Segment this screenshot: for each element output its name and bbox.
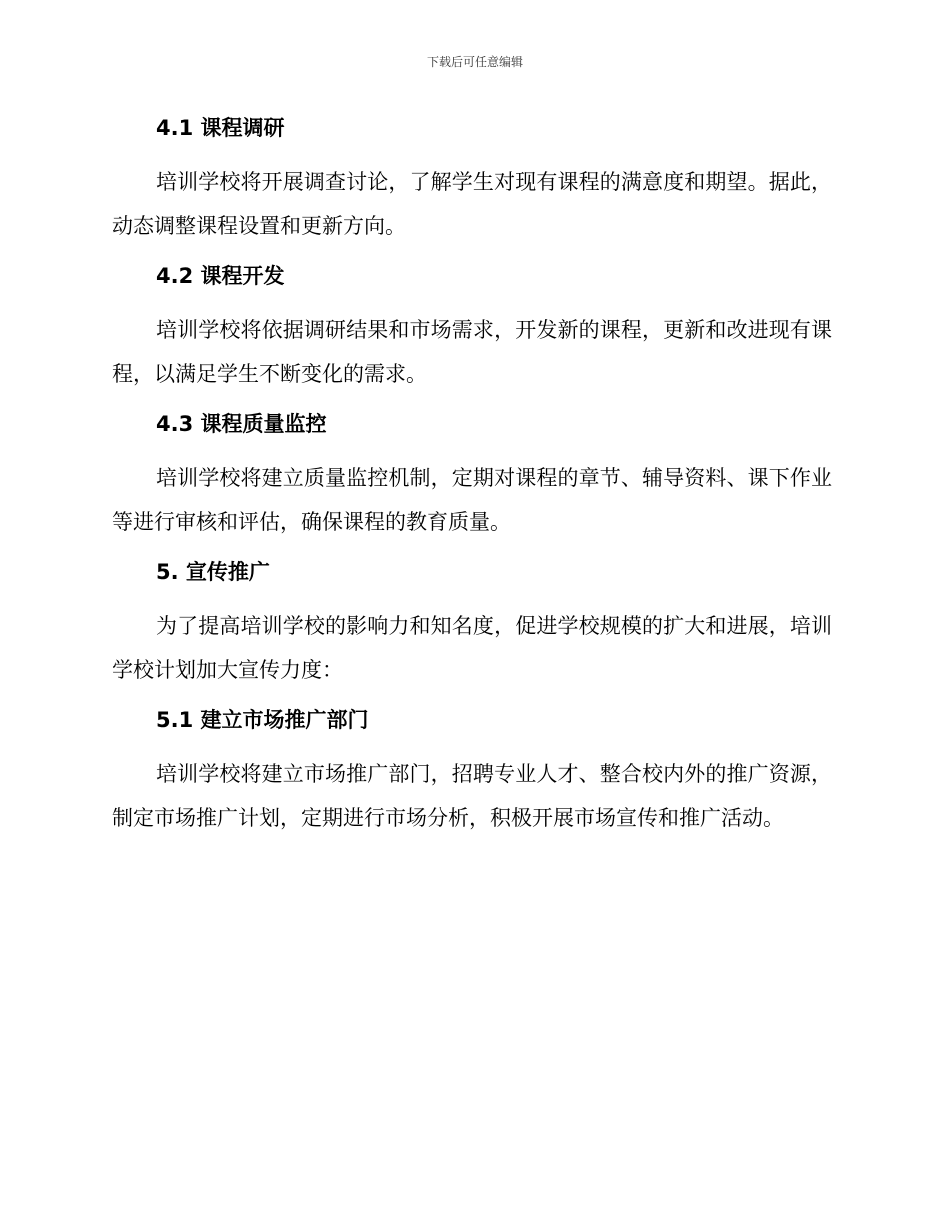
section-heading: 4.1 课程调研: [156, 116, 285, 140]
section-paragraph: 培训学校将建立市场推广部门，招聘专业人才、整合校内外的推广资源，制定市场推广计划，定期进行市场分析，积极开展市场宣传和推广活动。: [112, 762, 832, 830]
section-4-2: [112, 258, 832, 396]
section-paragraph: 培训学校将依据调研结果和市场需求，开发新的课程，更新和改进现有课程，以满足学生不断变化的需求。: [112, 318, 832, 386]
section-4-1: [112, 110, 832, 248]
page-header: 下载后可任意编辑: [426, 55, 523, 69]
section-heading: 5.1 建立市场推广部门: [156, 708, 369, 732]
section-paragraph: 培训学校将开展调查讨论，了解学生对现有课程的满意度和期望。据此，动态调整课程设置和更新方向。: [112, 170, 832, 238]
section-paragraph: 为了提高培训学校的影响力和知名度，促进学校规模的扩大和进展，培训学校计划加大宣传力度：: [112, 614, 832, 682]
section-heading: 4.2 课程开发: [156, 264, 285, 288]
section-paragraph: 培训学校将建立质量监控机制，定期对课程的章节、辅导资料、课下作业等进行审核和评估，确保课程的教育质量。: [112, 466, 832, 534]
document-body: [112, 110, 832, 850]
section-heading: 5. 宣传推广: [156, 560, 270, 584]
section-heading: 4.3 课程质量监控: [156, 412, 327, 436]
section-4-3: [112, 406, 832, 544]
section-5-1: [112, 702, 832, 840]
section-5: [112, 554, 832, 692]
